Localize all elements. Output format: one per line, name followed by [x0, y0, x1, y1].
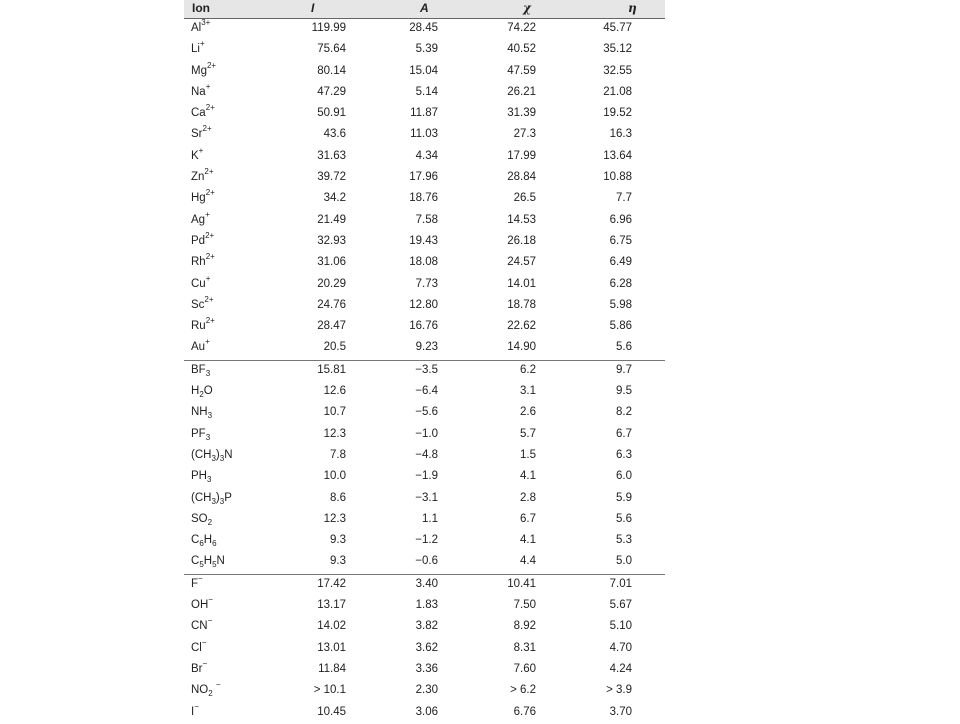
ionization-energy-cell: 9.3 — [330, 555, 346, 568]
electronegativity-cell: 1.5 — [520, 448, 536, 461]
hardness-cell: 6.28 — [609, 277, 632, 290]
anions-section — [184, 574, 665, 724]
ion-formula: CN− — [191, 616, 213, 633]
table-row — [184, 232, 665, 253]
hardness-cell: 7.01 — [609, 577, 632, 590]
electron-affinity-cell: 2.30 — [415, 684, 438, 697]
ion-formula: Li+ — [191, 39, 205, 56]
ion-hardness-table — [184, 0, 665, 724]
electron-affinity-cell: 7.58 — [415, 213, 438, 226]
header-ionization-energy: I — [311, 1, 315, 15]
electron-affinity-cell: 12.80 — [409, 298, 438, 311]
ionization-energy-cell: 31.63 — [317, 149, 346, 162]
hardness-cell: 6.7 — [616, 427, 632, 440]
electronegativity-cell: 26.21 — [507, 85, 536, 98]
electronegativity-cell: 8.31 — [513, 641, 536, 654]
ion-formula: $Ca^{2+}$ — [191, 103, 215, 120]
electronegativity-cell: 24.57 — [507, 256, 536, 269]
electron-affinity-cell: 5.14 — [415, 85, 438, 98]
ionization-energy-cell: 34.2 — [323, 192, 346, 205]
ion-formula: Ag+ — [191, 209, 210, 226]
table-row — [184, 617, 665, 638]
ionization-energy-cell: 75.64 — [317, 43, 346, 56]
hardness-cell: 13.64 — [603, 149, 632, 162]
ion-formula: $Hg^{2+}$ — [191, 188, 215, 205]
electronegativity-cell: 7.50 — [513, 599, 536, 612]
table-row — [184, 253, 665, 274]
hardness-cell: 6.75 — [609, 234, 632, 247]
table-row — [184, 575, 665, 596]
ionization-energy-cell: 14.02 — [317, 620, 346, 633]
hardness-cell: 5.0 — [616, 555, 632, 568]
ion-formula: K+ — [191, 145, 204, 162]
ionization-energy-cell: 80.14 — [317, 64, 346, 77]
table-row — [184, 189, 665, 210]
ion-formula: $C_6H_6$ — [191, 534, 217, 549]
header-ion: Ion — [192, 1, 210, 15]
ionization-energy-cell: 31.06 — [317, 256, 346, 269]
cations-section — [184, 19, 665, 360]
hardness-cell: 5.98 — [609, 298, 632, 311]
electron-affinity-cell: 3.40 — [415, 577, 438, 590]
electronegativity-cell: 6.76 — [513, 705, 536, 718]
hardness-cell: > 3.9 — [606, 684, 632, 697]
hardness-cell: 21.08 — [603, 85, 632, 98]
electron-affinity-cell: −3.1 — [415, 491, 438, 504]
hardness-cell: 4.24 — [609, 662, 632, 675]
ionization-energy-cell: 119.99 — [311, 22, 346, 34]
ion-formula: Cl− — [191, 637, 207, 654]
ionization-energy-cell: 7.8 — [330, 448, 346, 461]
neutral-molecules-section — [184, 360, 665, 574]
electron-affinity-cell: 3.36 — [415, 662, 438, 675]
electron-affinity-cell: 7.73 — [415, 277, 438, 290]
electronegativity-cell: 10.41 — [507, 577, 536, 590]
hardness-cell: 5.6 — [616, 341, 632, 354]
hardness-cell: 16.3 — [609, 128, 632, 141]
ion-formula: $NO_2$ − — [191, 680, 221, 699]
electronegativity-cell: 74.22 — [507, 22, 536, 34]
ion-formula: $PF_3$ — [191, 427, 211, 442]
electron-affinity-cell: 11.03 — [410, 128, 438, 141]
ionization-energy-cell: > 10.1 — [313, 684, 346, 697]
hardness-cell: 6.96 — [609, 213, 632, 226]
ionization-energy-cell: 12.3 — [323, 427, 346, 440]
table-body — [184, 19, 665, 724]
hardness-cell: 6.0 — [616, 470, 632, 483]
electronegativity-cell: 28.84 — [507, 171, 536, 184]
ionization-energy-cell: 20.5 — [323, 341, 346, 354]
ionization-energy-cell: 47.29 — [317, 85, 346, 98]
electron-affinity-cell: −4.8 — [415, 448, 438, 461]
ion-formula: OH− — [191, 595, 213, 612]
electron-affinity-cell: 28.45 — [409, 22, 438, 34]
table-row — [184, 83, 665, 104]
ion-formula: $Sc^{2+}$ — [191, 294, 214, 311]
electronegativity-cell: 17.99 — [507, 149, 536, 162]
ionization-energy-cell: 50.91 — [317, 107, 346, 120]
table-row — [184, 489, 665, 510]
electron-affinity-cell: 17.96 — [409, 171, 438, 184]
hardness-cell: 6.49 — [609, 256, 632, 269]
hardness-cell: 3.70 — [609, 705, 632, 718]
ion-formula: Na+ — [191, 81, 211, 98]
ion-formula: $Ru^{2+}$ — [191, 316, 215, 333]
hardness-cell: 45.77 — [603, 22, 632, 34]
header-hardness: η — [628, 1, 637, 15]
ionization-energy-cell: 21.49 — [317, 213, 346, 226]
header-electron-affinity: A — [420, 1, 429, 15]
hardness-cell: 5.10 — [609, 620, 632, 633]
table-row — [184, 19, 665, 40]
electron-affinity-cell: 1.1 — [422, 512, 438, 525]
electronegativity-cell: 2.6 — [520, 406, 536, 419]
electronegativity-cell: > 6.2 — [510, 684, 536, 697]
ion-formula: $Rh^{2+}$ — [191, 252, 215, 269]
hardness-cell: 10.88 — [603, 171, 632, 184]
table-row — [184, 403, 665, 424]
ionization-energy-cell: 9.3 — [330, 534, 346, 547]
table-row — [184, 338, 665, 359]
electron-affinity-cell: 11.87 — [410, 107, 438, 120]
hardness-cell: 5.67 — [609, 599, 632, 612]
electronegativity-cell: 22.62 — [507, 320, 536, 333]
electron-affinity-cell: −0.6 — [415, 555, 438, 568]
hardness-cell: 9.5 — [616, 385, 632, 398]
ionization-energy-cell: 10.7 — [323, 406, 346, 419]
hardness-cell: 9.7 — [616, 363, 632, 376]
electronegativity-cell: 6.2 — [520, 363, 536, 376]
electron-affinity-cell: 9.23 — [415, 341, 438, 354]
electron-affinity-cell: 3.62 — [415, 641, 438, 654]
ionization-energy-cell: 13.17 — [317, 599, 346, 612]
electron-affinity-cell: 15.04 — [409, 64, 438, 77]
hardness-cell: 35.12 — [603, 43, 632, 56]
ionization-energy-cell: 13.01 — [317, 641, 346, 654]
table-row — [184, 147, 665, 168]
ionization-energy-cell: 24.76 — [317, 298, 346, 311]
ionization-energy-cell: 10.45 — [317, 705, 346, 718]
hardness-cell: 19.52 — [603, 107, 632, 120]
hardness-cell: 5.9 — [616, 491, 632, 504]
table-row — [184, 275, 665, 296]
hardness-cell: 5.3 — [616, 534, 632, 547]
electron-affinity-cell: 19.43 — [409, 234, 438, 247]
electron-affinity-cell: −1.0 — [415, 427, 438, 440]
table-row — [184, 317, 665, 338]
ion-formula: $Sr^{2+}$ — [191, 124, 212, 141]
ion-formula: Au+ — [191, 337, 210, 354]
electron-affinity-cell: 3.82 — [415, 620, 438, 633]
electron-affinity-cell: −3.5 — [415, 363, 438, 376]
ionization-energy-cell: 28.47 — [317, 320, 346, 333]
ionization-energy-cell: 32.93 — [317, 234, 346, 247]
electronegativity-cell: 4.4 — [520, 555, 536, 568]
table-row — [184, 467, 665, 488]
electronegativity-cell: 8.92 — [513, 620, 536, 633]
ionization-energy-cell: 43.6 — [323, 128, 346, 141]
hardness-cell: 7.7 — [616, 192, 632, 205]
table-row — [184, 62, 665, 83]
electron-affinity-cell: 18.08 — [409, 256, 438, 269]
electronegativity-cell: 47.59 — [507, 64, 536, 77]
ion-formula: $C_5H_5N$ — [191, 555, 225, 570]
ionization-energy-cell: 17.42 — [317, 577, 346, 590]
electronegativity-cell: 6.7 — [520, 512, 536, 525]
ion-formula: $BF_3$ — [191, 363, 211, 378]
ion-formula: $Pd^{2+}$ — [191, 230, 215, 247]
table-row — [184, 40, 665, 61]
ion-formula: F− — [191, 573, 203, 590]
table-row — [184, 125, 665, 146]
table-row — [184, 104, 665, 125]
hardness-cell: 4.70 — [609, 641, 632, 654]
electronegativity-cell: 40.52 — [507, 43, 536, 56]
table-row — [184, 361, 665, 382]
ionization-energy-cell: 12.3 — [323, 512, 346, 525]
ion-formula: $SO_2$ — [191, 512, 213, 527]
electronegativity-cell: 27.3 — [513, 128, 536, 141]
electron-affinity-cell: 4.34 — [415, 149, 438, 162]
table-row — [184, 639, 665, 660]
ion-formula: $(CH_3)_3N$ — [191, 448, 233, 463]
hardness-cell: 6.3 — [616, 448, 632, 461]
ionization-energy-cell: 8.6 — [330, 491, 346, 504]
electron-affinity-cell: 1.83 — [415, 599, 438, 612]
electron-affinity-cell: 3.06 — [415, 705, 438, 718]
ion-formula: $Zn^{2+}$ — [191, 167, 214, 184]
ionization-energy-cell: 20.29 — [317, 277, 346, 290]
ion-formula: Br− — [191, 658, 208, 675]
electronegativity-cell: 2.8 — [520, 491, 536, 504]
ionization-energy-cell: 10.0 — [323, 470, 346, 483]
table-row — [184, 382, 665, 403]
ionization-energy-cell: 15.81 — [317, 363, 346, 376]
table-row — [184, 681, 665, 702]
table-row — [184, 660, 665, 681]
ion-formula: $Al^{3+}$ — [191, 18, 211, 34]
hardness-cell: 5.6 — [616, 512, 632, 525]
table-row — [184, 296, 665, 317]
electron-affinity-cell: 5.39 — [415, 43, 438, 56]
electronegativity-cell: 4.1 — [520, 534, 536, 547]
header-electronegativity: χ — [523, 1, 531, 15]
table-row — [184, 596, 665, 617]
electron-affinity-cell: 16.76 — [409, 320, 438, 333]
electron-affinity-cell: −1.9 — [415, 470, 438, 483]
ion-formula: $NH_3$ — [191, 406, 213, 421]
ion-formula: $Mg^{2+}$ — [191, 60, 217, 77]
table-row — [184, 446, 665, 467]
electronegativity-cell: 14.90 — [507, 341, 536, 354]
hardness-cell: 8.2 — [616, 406, 632, 419]
hardness-cell: 5.86 — [609, 320, 632, 333]
ion-formula: $PH_3$ — [191, 470, 212, 485]
ionization-energy-cell: 39.72 — [317, 171, 346, 184]
ion-formula: $(CH_3)_3P$ — [191, 491, 232, 506]
electronegativity-cell: 31.39 — [507, 107, 536, 120]
hardness-cell: 32.55 — [603, 64, 632, 77]
table-row — [184, 211, 665, 232]
electron-affinity-cell: −5.6 — [415, 406, 438, 419]
electronegativity-cell: 14.01 — [507, 277, 536, 290]
ion-formula: $H_2O$ — [191, 385, 213, 400]
electron-affinity-cell: −1.2 — [415, 534, 438, 547]
electronegativity-cell: 7.60 — [513, 662, 536, 675]
electronegativity-cell: 26.18 — [507, 234, 536, 247]
ionization-energy-cell: 11.84 — [318, 662, 346, 675]
ion-formula: Cu+ — [191, 273, 211, 290]
electronegativity-cell: 5.7 — [520, 427, 536, 440]
electronegativity-cell: 14.53 — [507, 213, 536, 226]
table-row — [184, 552, 665, 573]
electron-affinity-cell: −6.4 — [415, 385, 438, 398]
electron-affinity-cell: 18.76 — [409, 192, 438, 205]
ion-formula: I− — [191, 701, 199, 718]
electronegativity-cell: 18.78 — [507, 298, 536, 311]
electronegativity-cell: 26.5 — [513, 192, 536, 205]
table-row — [184, 531, 665, 552]
table-row — [184, 425, 665, 446]
electronegativity-cell: 4.1 — [520, 470, 536, 483]
table-row — [184, 168, 665, 189]
ionization-energy-cell: 12.6 — [323, 385, 346, 398]
table-row — [184, 703, 665, 724]
table-row — [184, 510, 665, 531]
electronegativity-cell: 3.1 — [520, 385, 536, 398]
table-header-row — [184, 0, 665, 19]
